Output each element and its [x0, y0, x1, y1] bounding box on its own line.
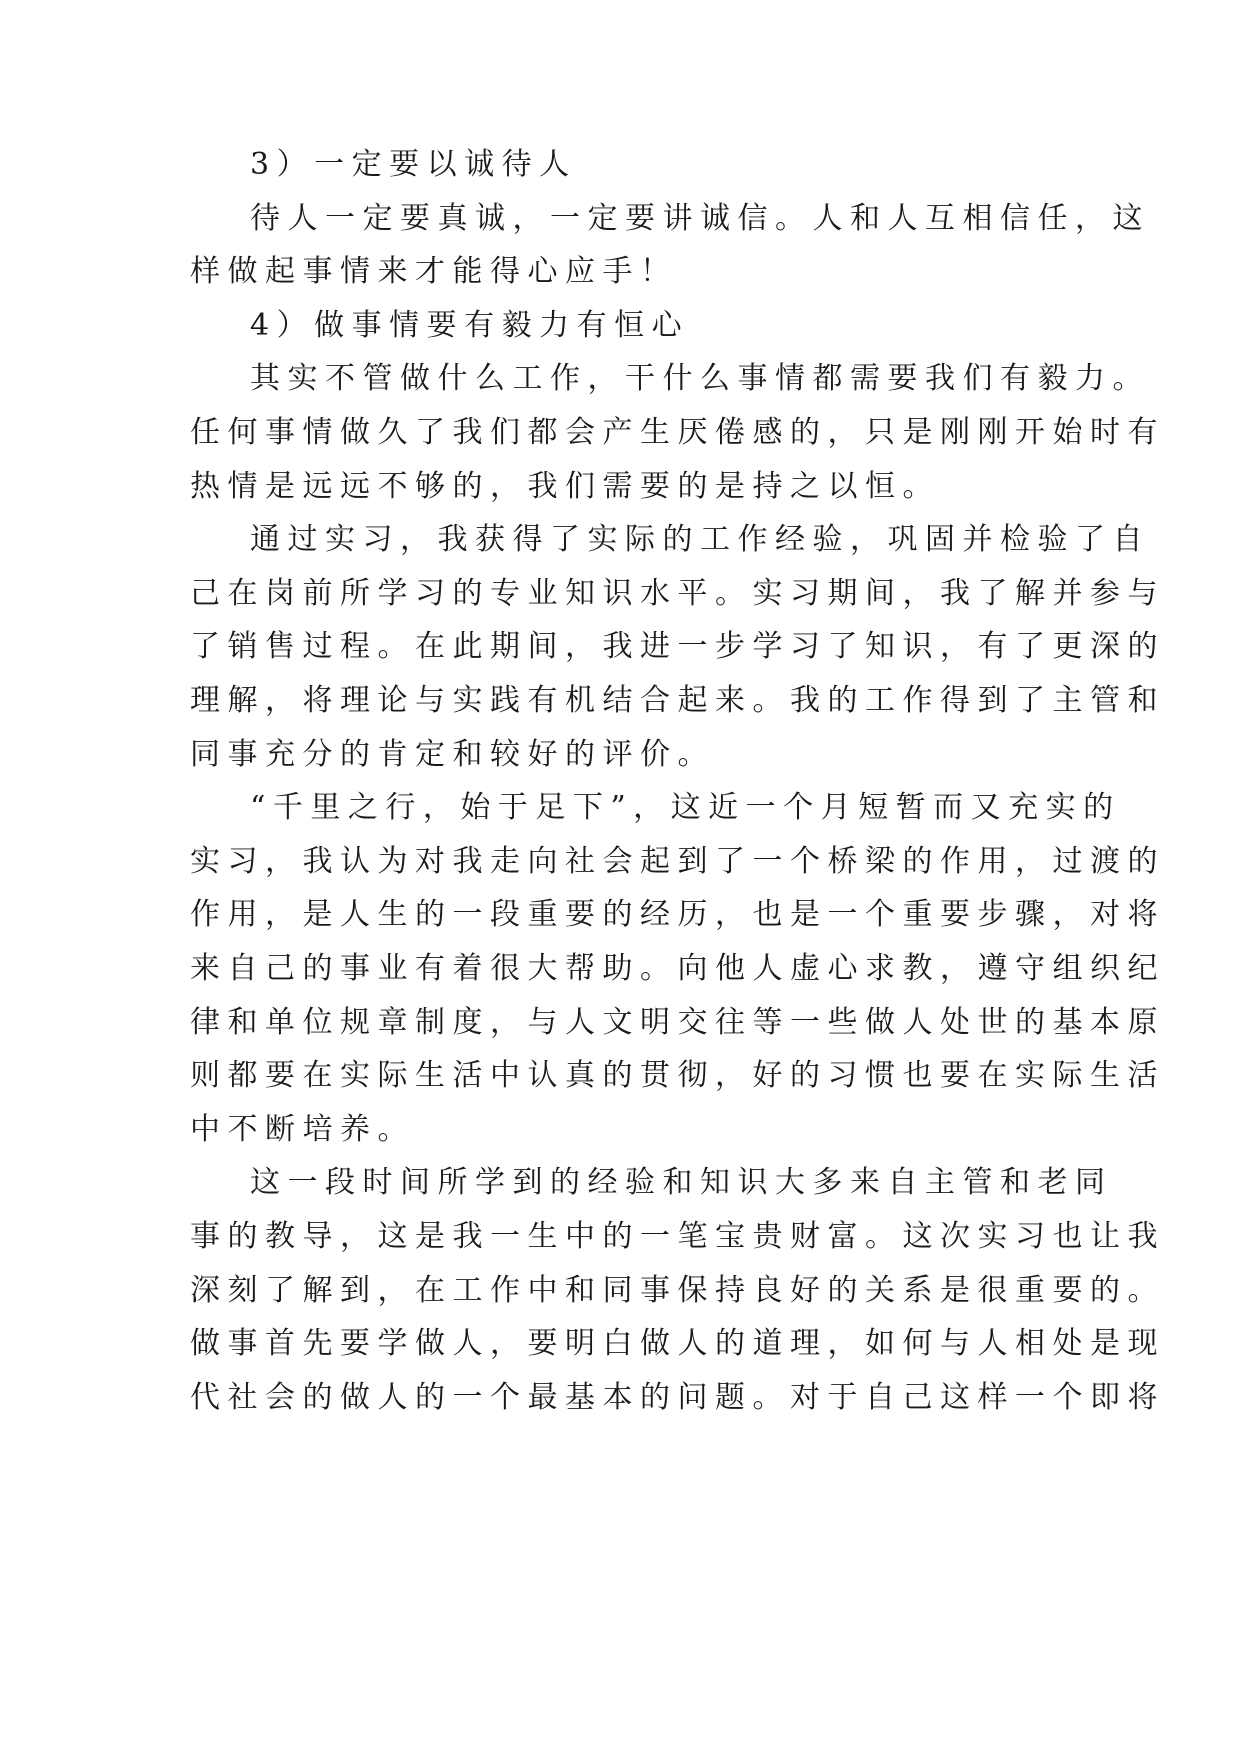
text-line: 同事充分的肯定和较好的评价。 [190, 737, 715, 772]
text-line: 做事首先要学做人，要明白做人的道理，如何与人相处是现 [190, 1326, 1165, 1361]
text-line: 任何事情做久了我们都会产生厌倦感的，只是刚刚开始时有 [190, 415, 1165, 450]
text-line: 3）一定要以诚待人 [250, 147, 577, 182]
text-line: 实习，我认为对我走向社会起到了一个桥梁的作用，过渡的 [190, 844, 1165, 879]
text-line: “千里之行，始于足下”，这近一个月短暂而又充实的 [250, 790, 1121, 825]
text-line: 律和单位规章制度，与人文明交往等一些做人处世的基本原 [190, 1005, 1165, 1040]
text-line: 事的教导，这是我一生中的一笔宝贵财富。这次实习也让我 [190, 1219, 1165, 1254]
text-line: 作用，是人生的一段重要的经历，也是一个重要步骤，对将 [190, 897, 1165, 932]
text-line: 来自己的事业有着很大帮助。向他人虚心求教，遵守组织纪 [190, 951, 1165, 986]
text-line: 这一段时间所学到的经验和知识大多来自主管和老同 [250, 1165, 1113, 1200]
text-line: 则都要在实际生活中认真的贯彻，好的习惯也要在实际生活 [190, 1058, 1165, 1093]
text-line: 理解，将理论与实践有机结合起来。我的工作得到了主管和 [190, 683, 1165, 718]
text-line: 样做起事情来才能得心应手！ [190, 254, 678, 289]
text-line: 其实不管做什么工作，干什么事情都需要我们有毅力。 [250, 361, 1150, 396]
text-line: 4）做事情要有毅力有恒心 [250, 308, 690, 343]
text-line: 待人一定要真诚，一定要讲诚信。人和人互相信任，这 [250, 201, 1150, 236]
text-line: 代社会的做人的一个最基本的问题。对于自己这样一个即将 [190, 1380, 1165, 1415]
text-line: 己在岗前所学习的专业知识水平。实习期间，我了解并参与 [190, 576, 1165, 611]
text-line: 热情是远远不够的，我们需要的是持之以恒。 [190, 469, 940, 504]
text-line: 通过实习，我获得了实际的工作经验，巩固并检验了自 [250, 522, 1150, 557]
text-line: 中不断培养。 [190, 1112, 415, 1147]
text-line: 深刻了解到，在工作中和同事保持良好的关系是很重要的。 [190, 1273, 1165, 1308]
text-line: 了销售过程。在此期间，我进一步学习了知识，有了更深的 [190, 629, 1165, 664]
